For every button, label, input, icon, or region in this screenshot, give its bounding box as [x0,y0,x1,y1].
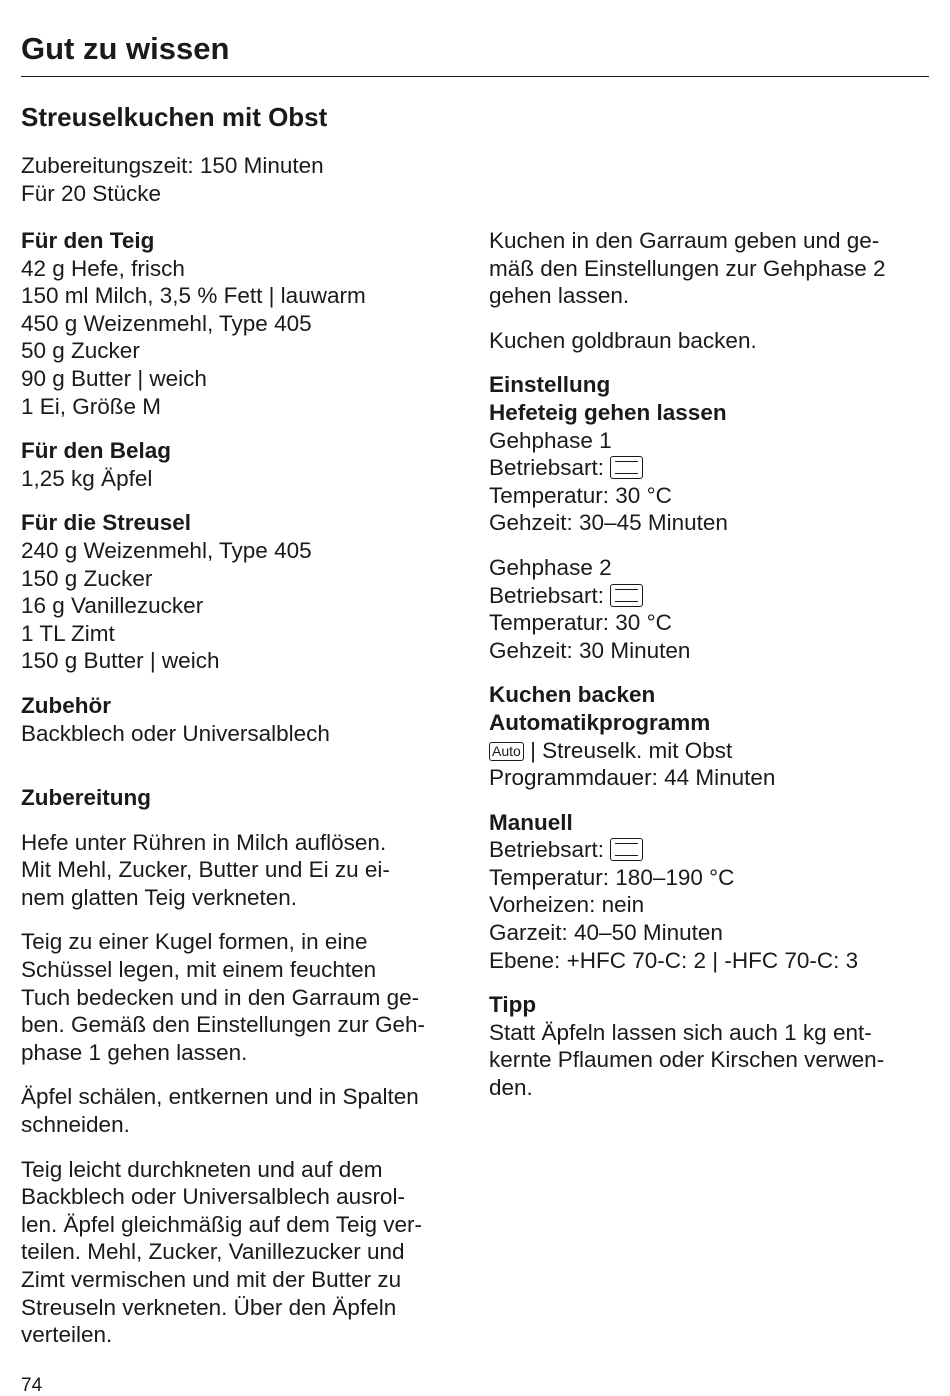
mode-label: Betriebsart: [489,837,605,863]
preparation-heading: Zubereitung [21,785,151,811]
text-line: Tuch bedecken und in den Garraum ge- [21,984,420,1010]
ingredient-line: 450 g Weizenmehl, Type 405 [21,310,312,336]
preparation-heading-block [21,784,461,812]
text-line: Mit Mehl, Zucker, Butter und Ei zu ei- [21,857,390,883]
accessories [21,692,461,747]
manual-heading: Manuell [489,809,573,835]
accessory-line: Backblech oder Universalblech [21,720,330,746]
manual-temperature: Temperatur: 180–190 °C [489,864,735,890]
recipe-title: Streuselkuchen mit Obst [21,102,328,132]
text-line: Zimt vermischen und mit der Butter zu [21,1267,402,1292]
ingredient-line: 1 Ei, Größe M [21,393,162,419]
phase1-temperature: Temperatur: 30 °C [489,482,672,508]
left-column [21,227,461,1366]
phase1-label: Gehphase 1 [489,427,612,453]
program-duration: Programmdauer: 44 Minuten [489,765,776,791]
bake-subheading: Automatikprogramm [489,709,711,735]
text-line: schneiden. [21,1112,130,1138]
heading-divider [21,76,929,77]
topping-ingredients [21,437,461,492]
text-line: gehen lassen. [489,283,630,309]
ingredient-line: 240 g Weizenmehl, Type 405 [21,537,312,563]
ingredient-line: 150 ml Milch, 3,5 % Fett | lauwarm [21,283,366,309]
program-name: | Streuselk. mit Obst [530,737,733,763]
right-column [489,227,929,1119]
phase2-temperature: Temperatur: 30 °C [489,610,672,636]
ingredient-line: 42 g Hefe, frisch [21,255,185,281]
mode-label: Betriebsart: [489,455,605,481]
ingredient-line: 1 TL Zimt [21,620,115,646]
text-line: teilen. Mehl, Zucker, Vanillezucker und [21,1239,405,1265]
tip-heading: Tipp [489,992,537,1018]
oven-top-bottom-heat-icon [610,838,643,861]
auto-program-line [489,737,929,765]
text-line: Streuseln verkneten. Über den Äpfeln [21,1294,397,1320]
crumble-heading: Für die Streusel [21,510,192,536]
tip [489,991,929,1101]
text-line: verteilen. [21,1322,113,1348]
servings: Für 20 Stücke [21,180,162,206]
manual-settings [489,809,929,975]
text-line: phase 1 gehen lassen. [21,1039,248,1065]
text-line: nem glatten Teig verkneten. [21,884,298,910]
dough-heading: Für den Teig [21,228,155,253]
text-line: ben. Gemäß den Einstellungen zur Geh- [21,1012,425,1038]
preparation-step [489,227,929,310]
oven-top-bottom-heat-icon [610,584,643,607]
preparation-step [21,829,461,912]
phase2-mode [489,582,929,610]
settings-phase1 [489,371,929,537]
manual-level: Ebene: +HFC 70-C: 2 | -HFC 70-C: 3 [489,947,859,973]
text-line: len. Äpfel gleichmäßig auf dem Teig ver- [21,1211,423,1237]
bake-settings [489,681,929,791]
tip-line: kernte Pflaumen oder Kirschen verwen- [489,1047,885,1073]
page-heading: Gut zu wissen [21,31,230,66]
text-line: mäß den Einstellungen zur Gehphase 2 [489,255,886,281]
text-line: Backblech oder Universalblech ausrol- [21,1184,405,1210]
manual-mode [489,836,929,864]
settings-subheading: Hefeteig gehen lassen [489,399,727,425]
accessories-heading: Zubehör [21,692,111,718]
ingredient-line: 90 g Butter | weich [21,365,207,391]
ingredient-line: 1,25 kg Äpfel [21,465,153,491]
ingredient-line: 16 g Vanillezucker [21,593,204,619]
tip-line: Statt Äpfeln lassen sich auch 1 kg ent- [489,1019,872,1045]
text-line: Kuchen goldbraun backen. [489,327,757,353]
manual-time: Garzeit: 40–50 Minuten [489,920,723,946]
preparation-step [21,1083,461,1138]
bake-heading: Kuchen backen [489,682,656,708]
topping-heading: Für den Belag [21,438,172,464]
recipe-meta [21,152,461,207]
tip-line: den. [489,1075,533,1101]
mode-label: Betriebsart: [489,582,605,608]
dough-ingredients [21,227,461,420]
page-number: 74 [21,1375,43,1396]
preparation-step [21,928,461,1066]
phase1-time: Gehzeit: 30–45 Minuten [489,510,728,536]
prep-time: Zubereitungszeit: 150 Minuten [21,153,324,178]
text-line: Teig leicht durchkneten und auf dem [21,1156,383,1182]
phase2-label: Gehphase 2 [489,554,612,580]
preparation-step [489,327,929,355]
text-line: Kuchen in den Garraum geben und ge- [489,228,880,253]
phase2-time: Gehzeit: 30 Minuten [489,637,691,663]
auto-program-icon: Auto [489,742,524,761]
oven-top-bottom-heat-icon [610,456,643,479]
text-line: Hefe unter Rühren in Milch auflösen. [21,829,387,855]
manual-preheat: Vorheizen: nein [489,892,645,918]
settings-heading: Einstellung [489,372,611,398]
settings-phase2 [489,554,929,664]
ingredient-line: 50 g Zucker [21,338,140,364]
phase1-mode [489,454,929,482]
ingredient-line: 150 g Zucker [21,565,153,591]
ingredient-line: 150 g Butter | weich [21,648,220,674]
text-line: Teig zu einer Kugel formen, in eine [21,929,368,955]
text-line: Schüssel legen, mit einem feuchten [21,957,377,983]
preparation-step [21,1156,461,1349]
crumble-ingredients [21,509,461,675]
text-line: Äpfel schälen, entkernen und in Spalten [21,1084,419,1110]
